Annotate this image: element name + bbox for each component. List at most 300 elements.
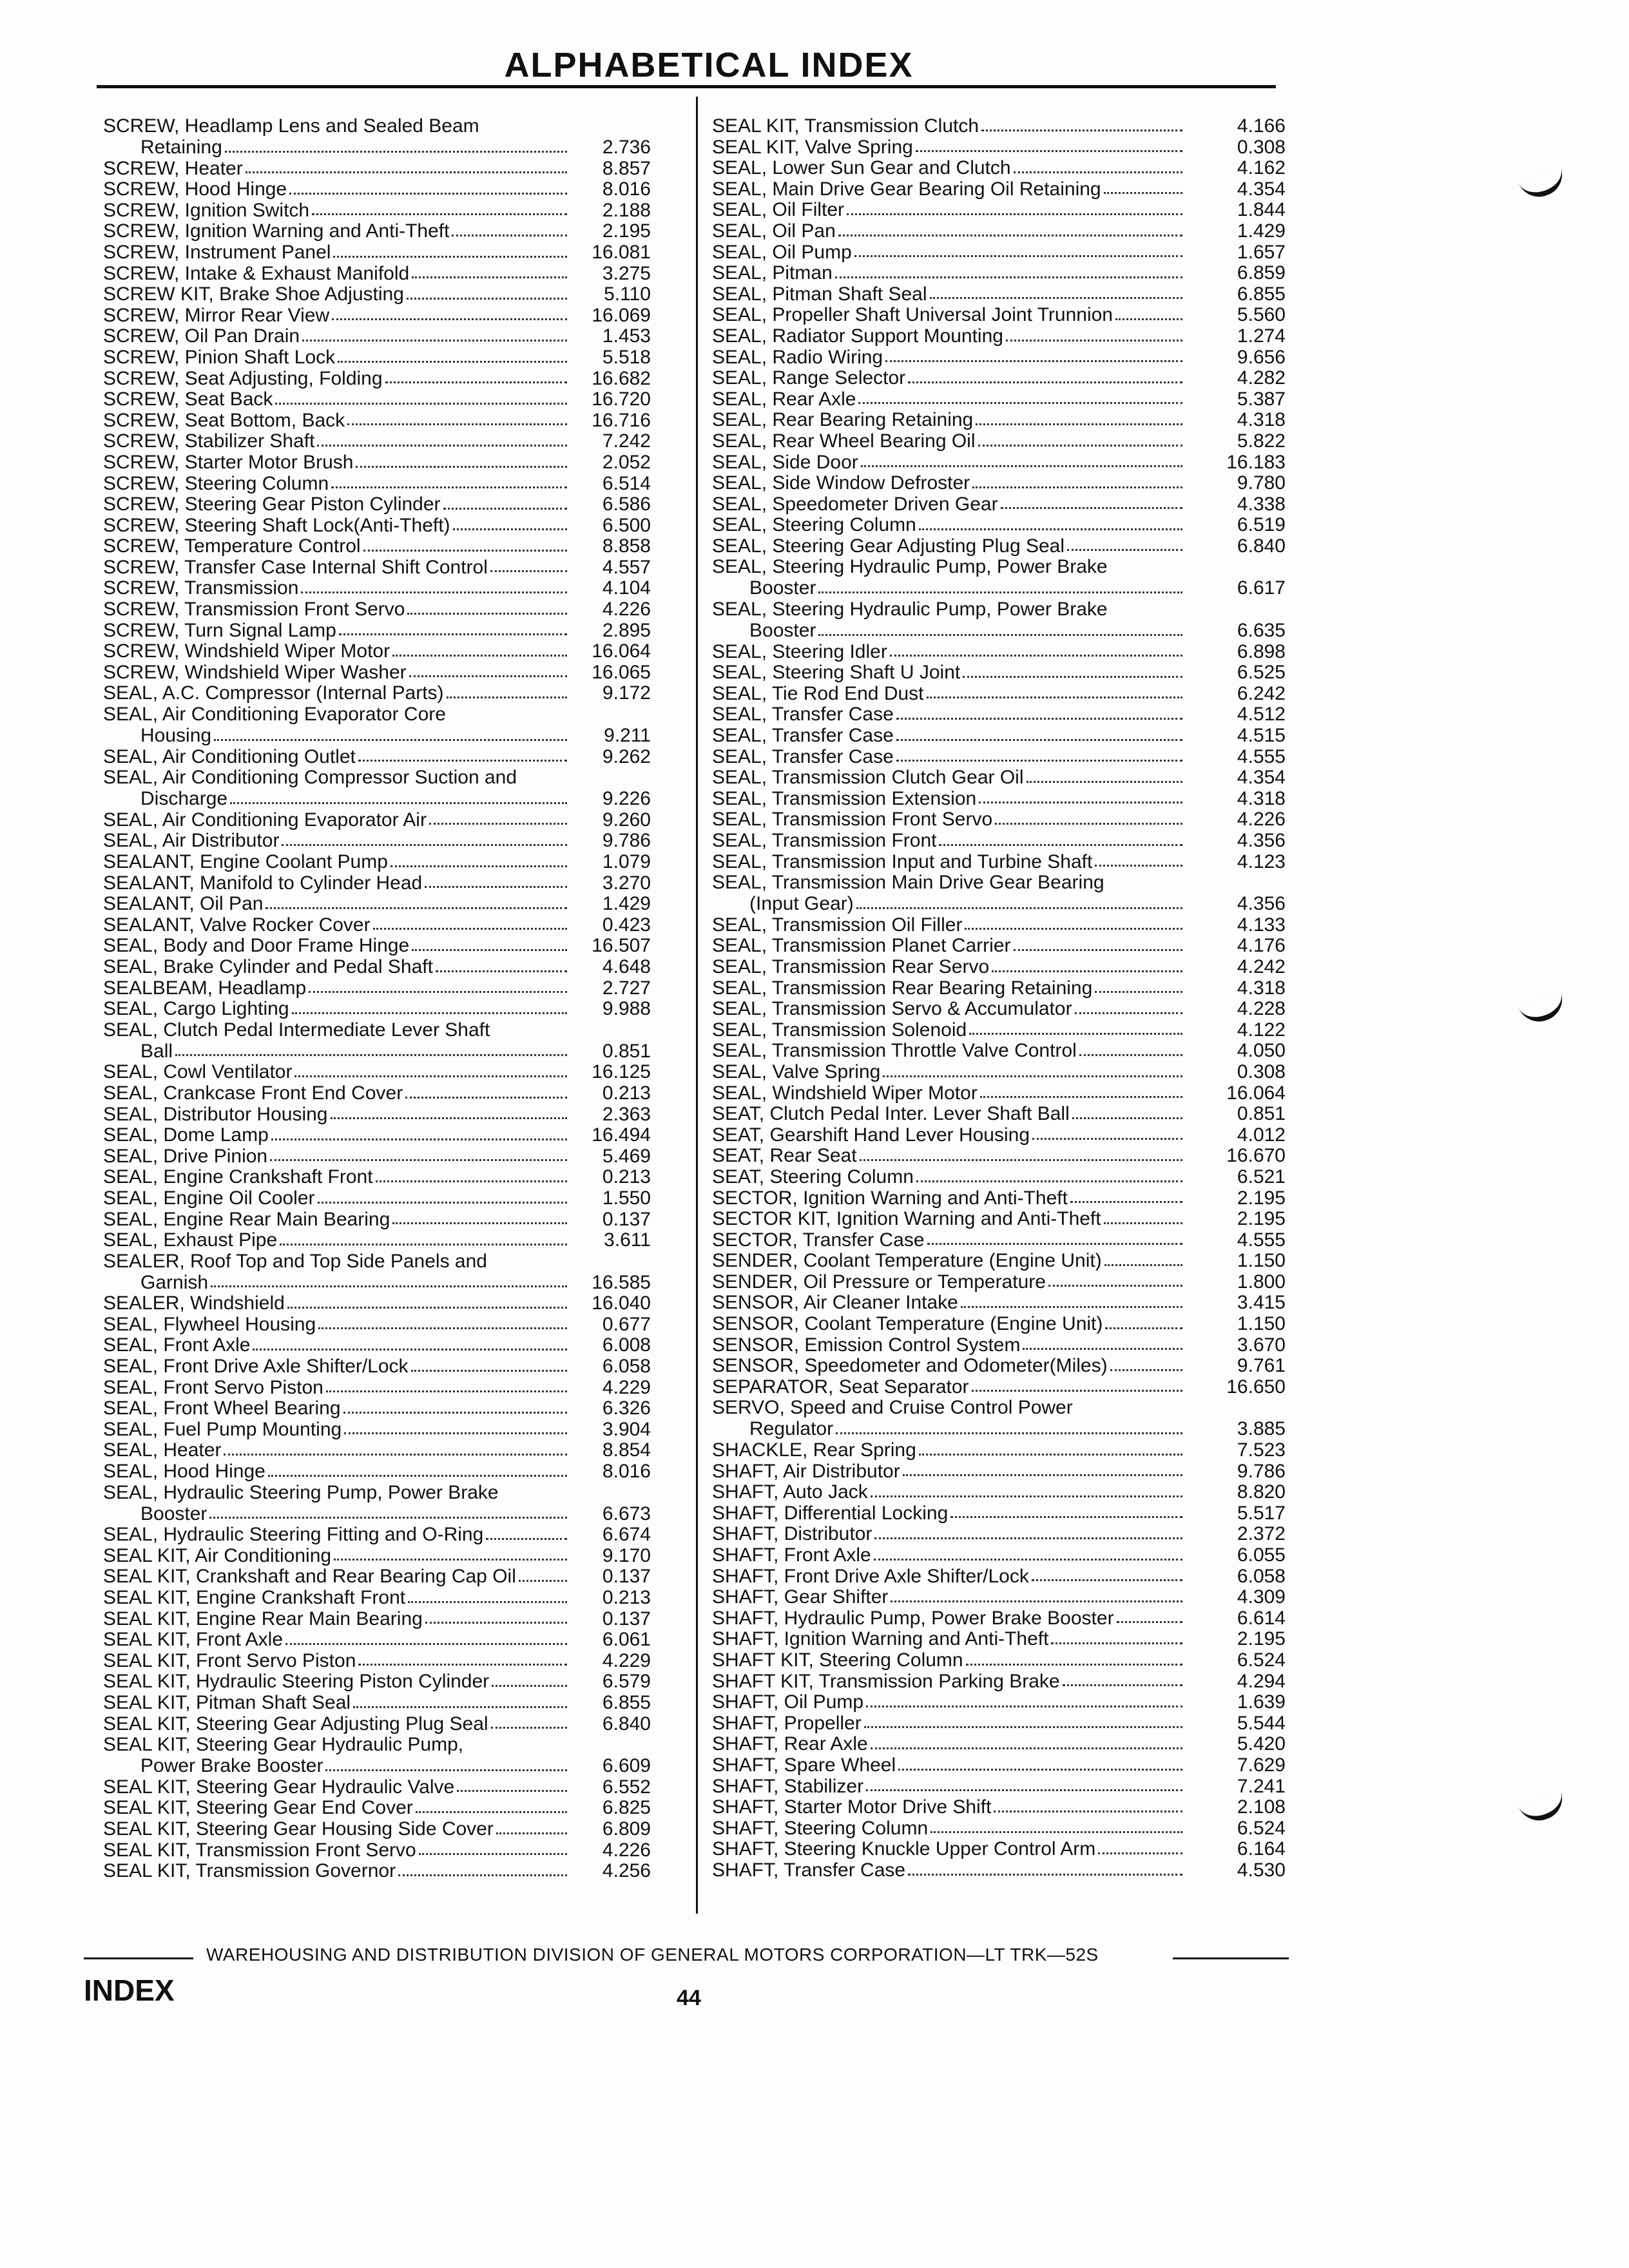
index-entry (103, 1651, 651, 1672)
entry-text: SEAL, Front Wheel Bearing (103, 1398, 341, 1419)
dot-leader (1072, 1117, 1182, 1119)
entry-text: SEAL, Side Window Defroster (712, 473, 970, 494)
entry-text: Discharge (140, 789, 228, 810)
entry-page-ref: 1.150 (1237, 1251, 1286, 1272)
entry-page-ref: 6.500 (602, 515, 651, 536)
index-entry (712, 1713, 1286, 1735)
footer-rule-right (1173, 1957, 1289, 1959)
entry-page-ref: 0.213 (602, 1588, 651, 1608)
dot-leader (1098, 1852, 1182, 1854)
dot-leader (916, 1180, 1182, 1182)
index-entry (712, 242, 1286, 264)
index-entry (712, 116, 1286, 137)
index-entry (103, 536, 651, 557)
entry-page-ref: 2.052 (602, 452, 651, 473)
entry-page-ref: 2.363 (602, 1104, 651, 1125)
entry-text: SEAL KIT, Valve Spring (712, 137, 913, 158)
index-entry (103, 704, 651, 726)
index-entry (103, 431, 651, 452)
entry-text: SEAL, Transmission Throttle Valve Control (712, 1041, 1077, 1062)
entry-text: SCREW, Ignition Warning and Anti-Theft (103, 221, 450, 242)
index-entry (712, 1335, 1286, 1356)
entry-page-ref: 4.166 (1237, 116, 1286, 137)
entry-text: SEAL, Radiator Support Mounting (712, 325, 1003, 347)
entry-text: SHAFT, Rear Axle (712, 1734, 868, 1755)
dot-leader (492, 1685, 567, 1687)
dot-leader (332, 318, 567, 320)
index-entry (103, 999, 651, 1020)
entry-text: SEAL, Transmission Front Servo (712, 809, 993, 831)
index-entry (103, 1798, 651, 1819)
entry-text: SEAL, Steering Hydraulic Pump, Power Brake (712, 557, 1108, 578)
dot-leader (265, 907, 567, 909)
entry-page-ref: 16.585 (592, 1272, 651, 1293)
entry-page-ref: 16.507 (592, 936, 651, 957)
entry-text: SECTOR, Ignition Warning and Anti-Theft (712, 1187, 1068, 1209)
entry-text: SEAL KIT, Steering Gear Hydraulic Valve (103, 1776, 455, 1798)
dot-leader (457, 1790, 567, 1792)
dot-leader (1104, 1222, 1182, 1224)
entry-text: SCREW, Mirror Rear View (103, 305, 330, 326)
entry-page-ref: 4.557 (602, 557, 651, 578)
entry-page-ref: 8.858 (602, 536, 651, 557)
index-entry (103, 810, 651, 831)
entry-text: SEAL, Hydraulic Steering Fitting and O-Ring (103, 1524, 484, 1546)
entry-page-ref: 16.125 (592, 1062, 651, 1083)
entry-text: SHAFT, Steering Knuckle Upper Control Arm (712, 1839, 1096, 1860)
entry-page-ref: 5.387 (1237, 389, 1286, 410)
entry-page-ref: 6.579 (602, 1671, 651, 1693)
dot-leader (930, 297, 1182, 299)
binder-mark (1518, 167, 1568, 203)
dot-leader (908, 381, 1182, 383)
entry-page-ref: 1.453 (602, 326, 651, 347)
entry-page-ref: 6.514 (602, 473, 651, 494)
index-entry (712, 1188, 1286, 1209)
dot-leader (347, 423, 567, 425)
dot-leader (338, 361, 567, 363)
entry-text: SEAL, Front Drive Axle Shifter/Lock (103, 1356, 409, 1378)
entry-page-ref: 4.318 (1237, 977, 1286, 999)
dot-leader (356, 466, 567, 468)
index-entry (103, 1524, 651, 1546)
dot-leader (412, 276, 567, 278)
entry-page-ref: 0.213 (602, 1082, 651, 1104)
entry-page-ref: 6.525 (1237, 662, 1286, 684)
entry-text: SHAFT, Gear Shifter (712, 1587, 889, 1608)
index-entry (712, 1671, 1286, 1693)
entry-text: SEPARATOR, Seat Separator (712, 1376, 969, 1398)
index-entry (103, 873, 651, 894)
entry-page-ref: 5.469 (602, 1146, 651, 1167)
dot-leader (270, 1159, 567, 1161)
entry-page-ref: 4.012 (1237, 1124, 1286, 1146)
index-entry (103, 662, 651, 684)
dot-leader (963, 676, 1182, 678)
index-entry (103, 515, 651, 537)
dot-leader (972, 1390, 1182, 1392)
dot-leader (318, 1327, 567, 1329)
entry-text: SEAL, Transfer Case (712, 726, 894, 747)
dot-leader (1027, 781, 1182, 783)
entry-text: SEAL KIT, Hydraulic Steering Piston Cylinder (103, 1671, 490, 1693)
dot-leader (246, 171, 567, 173)
index-entry (712, 1629, 1286, 1650)
entry-text: SCREW, Starter Motor Brush (103, 452, 354, 473)
entry-text: SCREW KIT, Brake Shoe Adjusting (103, 284, 404, 305)
dot-leader (334, 1559, 567, 1561)
entry-page-ref: 6.524 (1237, 1649, 1286, 1671)
entry-text: SEALBEAM, Headlamp (103, 977, 307, 999)
index-entry (712, 1104, 1286, 1125)
entry-page-ref: 9.780 (1237, 473, 1286, 494)
dot-leader (224, 1454, 567, 1456)
dot-leader (1032, 1579, 1182, 1581)
entry-text: SCREW, Seat Adjusting, Folding (103, 368, 383, 389)
entry-text: SEAL, Heater (103, 1440, 222, 1461)
index-entry (103, 326, 651, 347)
entry-text: SEAT, Steering Column (712, 1166, 914, 1187)
index-entry (103, 578, 651, 599)
entry-text: SEAL KIT, Transmission Front Servo (103, 1840, 416, 1861)
index-entry (103, 1167, 651, 1188)
entry-text: SEAL KIT, Steering Gear Hydraulic Pump, (103, 1735, 464, 1756)
index-entry (712, 263, 1286, 284)
dot-leader (992, 970, 1182, 972)
entry-text: SEAL, Rear Wheel Bearing Oil (712, 430, 976, 452)
dot-leader (854, 255, 1182, 257)
index-entry (103, 915, 651, 936)
entry-page-ref: 9.211 (604, 726, 651, 747)
index-entry (712, 936, 1286, 957)
entry-page-ref: 4.226 (1237, 809, 1286, 831)
entry-text: SCREW, Oil Pan Drain (103, 326, 300, 347)
index-entry (712, 1377, 1286, 1398)
entry-text: Booster (749, 620, 816, 642)
index-entry (103, 347, 651, 369)
entry-page-ref: 16.494 (592, 1125, 651, 1146)
index-entry (712, 515, 1286, 536)
entry-text: SEAL, Engine Rear Main Bearing (103, 1209, 390, 1230)
entry-page-ref: 6.055 (1237, 1545, 1286, 1566)
entry-text: SEAL, Steering Hydraulic Pump, Power Brake (712, 599, 1108, 620)
dot-leader (1001, 507, 1182, 509)
entry-page-ref: 1.079 (602, 852, 651, 872)
entry-page-ref: 9.761 (1237, 1356, 1286, 1377)
entry-page-ref: 5.544 (1237, 1713, 1286, 1734)
entry-text: SEAL, Air Conditioning Evaporator Core (103, 704, 446, 726)
dot-leader (519, 1580, 567, 1582)
entry-text: SEAL, Transmission Rear Servo (712, 956, 990, 977)
entry-text: SHAFT, Hydraulic Pump, Power Brake Booster (712, 1608, 1114, 1629)
entry-text: Power Brake Booster (140, 1756, 323, 1777)
entry-page-ref: 3.904 (602, 1419, 651, 1440)
index-entry (712, 389, 1286, 410)
dot-leader (847, 213, 1182, 215)
entry-page-ref: 0.677 (602, 1314, 651, 1335)
entry-page-ref: 0.423 (602, 914, 651, 936)
entry-page-ref: 4.515 (1237, 726, 1286, 747)
index-entry (103, 894, 651, 915)
entry-page-ref: 6.673 (602, 1503, 651, 1524)
dot-leader (1079, 1054, 1182, 1056)
dot-leader (392, 655, 567, 657)
entry-page-ref: 9.786 (602, 831, 651, 852)
index-entry (103, 1293, 651, 1314)
entry-page-ref: 0.851 (602, 1041, 651, 1062)
entry-text: SEALER, Roof Top and Top Side Panels and (103, 1251, 487, 1272)
entry-page-ref: 4.530 (1237, 1860, 1286, 1881)
dot-leader (1023, 1348, 1182, 1350)
index-entry (712, 284, 1286, 305)
dot-leader (885, 360, 1182, 362)
entry-text: SEALANT, Oil Pan (103, 894, 264, 915)
entry-page-ref: 5.517 (1237, 1503, 1286, 1524)
dot-leader (883, 1075, 1182, 1077)
entry-text: SEAL, Front Servo Piston (103, 1377, 323, 1398)
entry-text: SHAFT, Propeller (712, 1713, 862, 1734)
entry-text: SEAL, Engine Oil Cooler (103, 1187, 315, 1209)
index-entry (712, 1650, 1286, 1671)
dot-leader (919, 528, 1182, 530)
entry-page-ref: 6.058 (1237, 1566, 1286, 1587)
entry-page-ref: 4.242 (1237, 956, 1286, 977)
entry-page-ref: 2.895 (602, 620, 651, 641)
dot-leader (271, 1139, 567, 1140)
entry-page-ref: 4.162 (1237, 158, 1286, 179)
index-entry (103, 1230, 651, 1251)
entry-text: SEAL, Rear Axle (712, 389, 856, 410)
entry-text: SEAL KIT, Front Servo Piston (103, 1650, 356, 1671)
index-entry (712, 326, 1286, 347)
entry-page-ref: 2.736 (602, 137, 651, 158)
dot-leader (407, 613, 567, 615)
dot-leader (891, 1600, 1182, 1602)
index-entry (712, 1272, 1286, 1293)
index-entry (103, 599, 651, 620)
index-entry (103, 305, 651, 327)
entry-text: SEAL, Oil Pan (712, 220, 836, 242)
dot-leader (447, 697, 567, 698)
entry-page-ref: 2.195 (1237, 1629, 1286, 1650)
entry-text: SHAFT, Spare Wheel (712, 1754, 896, 1776)
index-entry (103, 1146, 651, 1168)
dot-leader (275, 403, 567, 405)
index-entry (712, 1293, 1286, 1314)
dot-leader (301, 591, 567, 593)
index-entry (712, 684, 1286, 705)
index-entry (712, 1209, 1286, 1230)
dot-leader (1032, 1138, 1182, 1140)
index-entry (103, 200, 651, 222)
index-entry (103, 1440, 651, 1461)
index-entry (103, 978, 651, 999)
entry-page-ref: 4.256 (602, 1861, 651, 1882)
dot-leader (896, 718, 1182, 720)
dot-leader (302, 340, 567, 341)
dot-leader (339, 633, 567, 635)
header-rule (97, 85, 1276, 88)
entry-page-ref: 8.016 (602, 179, 651, 200)
entry-text: SEAL, Air Conditioning Outlet (103, 746, 356, 767)
index-entry (103, 767, 651, 789)
entry-page-ref: 7.629 (1237, 1754, 1286, 1776)
entry-page-ref: 3.415 (1237, 1293, 1286, 1314)
index-entry (103, 1419, 651, 1441)
entry-text: SEAL, Brake Cylinder and Pedal Shaft (103, 956, 433, 977)
index-entry (712, 494, 1286, 515)
entry-page-ref: 6.058 (602, 1356, 651, 1378)
dot-leader (1006, 340, 1182, 341)
dot-leader (287, 1307, 567, 1309)
entry-text: SCREW, Windshield Wiper Motor (103, 641, 390, 662)
index-entry (103, 1273, 651, 1294)
dot-leader (312, 213, 567, 215)
dot-leader (253, 1349, 567, 1350)
dot-leader (860, 1159, 1182, 1161)
dot-leader (230, 802, 567, 804)
index-entry (103, 242, 651, 264)
dot-leader (425, 886, 567, 888)
entry-page-ref: 2.195 (1237, 1209, 1286, 1230)
entry-text: SEAL, Transmission Oil Filler (712, 914, 963, 936)
dot-leader (972, 486, 1182, 488)
index-entry (712, 726, 1286, 747)
entry-page-ref: 6.008 (602, 1335, 651, 1356)
dot-leader (225, 151, 567, 153)
section-label: INDEX (84, 1974, 175, 2007)
entry-text: SCREW, Pinion Shaft Lock (103, 347, 336, 368)
entry-page-ref: 6.635 (1237, 620, 1286, 642)
entry-text: SEAL, Air Distributor (103, 831, 280, 852)
dot-leader (490, 570, 567, 572)
dot-leader (452, 235, 567, 236)
dot-leader (175, 1054, 567, 1056)
dot-leader (325, 1769, 567, 1771)
dot-leader (214, 739, 567, 741)
index-entry (103, 137, 651, 159)
entry-page-ref: 7.242 (602, 431, 651, 452)
dot-leader (392, 1222, 567, 1224)
entry-page-ref: 16.650 (1226, 1376, 1286, 1398)
index-entry (103, 1840, 651, 1861)
entry-text: SHAFT, Steering Column (712, 1818, 929, 1839)
entry-text: SCREW, Turn Signal Lamp (103, 620, 336, 641)
index-entry (103, 179, 651, 200)
entry-text: SEAL, Transmission Input and Turbine Shaft (712, 851, 1093, 872)
dot-leader (289, 193, 567, 195)
index-entry (103, 474, 651, 495)
entry-page-ref: 1.844 (1237, 200, 1286, 221)
index-entry (103, 936, 651, 957)
entry-page-ref: 4.228 (1237, 999, 1286, 1020)
dot-leader (995, 823, 1182, 825)
entry-page-ref: 6.617 (1237, 578, 1286, 599)
dot-leader (376, 1180, 567, 1182)
index-entry (712, 894, 1286, 915)
index-entry (712, 1482, 1286, 1503)
dot-leader (890, 655, 1182, 657)
entry-text: SEAL, Transmission Solenoid (712, 1019, 967, 1041)
entry-text: SEAL, Clutch Pedal Intermediate Lever Shaft (103, 1019, 490, 1041)
dot-leader (317, 445, 567, 447)
index-entry (712, 410, 1286, 431)
index-entry (712, 1776, 1286, 1798)
entry-page-ref: 4.338 (1237, 494, 1286, 515)
index-entry (103, 1251, 651, 1273)
entry-page-ref: 1.550 (602, 1187, 651, 1209)
dot-leader (896, 739, 1182, 741)
index-entry (103, 831, 651, 852)
dot-leader (950, 1516, 1182, 1518)
index-entry (103, 1566, 651, 1588)
entry-text: SHAFT, Air Distributor (712, 1461, 900, 1482)
dot-leader (896, 760, 1182, 762)
index-entry (103, 726, 651, 747)
dot-leader (407, 298, 567, 300)
index-entry (712, 1041, 1286, 1062)
entry-text: SCREW, Transmission (103, 578, 299, 599)
index-entry (103, 852, 651, 873)
entry-text: SHAFT, Front Axle (712, 1545, 871, 1566)
dot-leader (292, 1012, 567, 1014)
entry-text: SHAFT KIT, Steering Column (712, 1649, 963, 1671)
entry-text: SEAL KIT, Front Axle (103, 1629, 284, 1651)
index-entry (712, 1251, 1286, 1272)
index-entry (712, 1734, 1286, 1755)
index-entry (103, 557, 651, 579)
index-entry (712, 1356, 1286, 1377)
dot-leader (390, 865, 567, 867)
index-entry (712, 620, 1286, 642)
dot-leader (874, 1559, 1182, 1561)
index-entry (712, 1524, 1286, 1545)
index-entry (103, 1671, 651, 1693)
entry-page-ref: 0.213 (602, 1167, 651, 1188)
entry-text: SEAL, Transmission Rear Bearing Retaining (712, 977, 1093, 999)
entry-text: SEAL, Crankcase Front End Cover (103, 1082, 403, 1104)
entry-text: SEAL, Pitman (712, 263, 833, 284)
entry-text: SHAFT, Distributor (712, 1524, 872, 1545)
entry-text: SEAL KIT, Air Conditioning (103, 1545, 332, 1566)
entry-page-ref: 3.275 (602, 263, 651, 284)
entry-page-ref: 8.854 (602, 1440, 651, 1461)
dot-leader (1104, 192, 1182, 194)
entry-page-ref: 8.820 (1237, 1482, 1286, 1503)
entry-page-ref: 9.786 (1237, 1461, 1286, 1482)
entry-page-ref: 3.611 (604, 1230, 651, 1251)
dot-leader (409, 675, 567, 677)
dot-leader (1051, 1642, 1182, 1644)
entry-text: SCREW, Seat Back (103, 389, 273, 410)
entry-text: SEALANT, Manifold to Cylinder Head (103, 872, 423, 894)
entry-page-ref: 3.270 (602, 872, 651, 894)
entry-text: SEAL KIT, Engine Rear Main Bearing (103, 1608, 423, 1629)
index-entry (103, 1356, 651, 1378)
entry-page-ref: 4.104 (602, 578, 651, 599)
index-entry (712, 1314, 1286, 1335)
dot-leader (908, 1874, 1182, 1876)
entry-page-ref: 4.318 (1237, 410, 1286, 431)
dot-leader (353, 1706, 567, 1708)
dot-leader (282, 844, 567, 846)
entry-text: SCREW, Transmission Front Servo (103, 599, 405, 620)
entry-text: SCREW, Steering Column (103, 473, 329, 494)
entry-text: SEAL KIT, Steering Gear End Cover (103, 1798, 413, 1819)
entry-text: SENDER, Coolant Temperature (Engine Unit) (712, 1251, 1102, 1272)
entry-text: SEAL, Speedometer Driven Gear (712, 494, 998, 515)
entry-page-ref: 16.065 (592, 662, 651, 683)
